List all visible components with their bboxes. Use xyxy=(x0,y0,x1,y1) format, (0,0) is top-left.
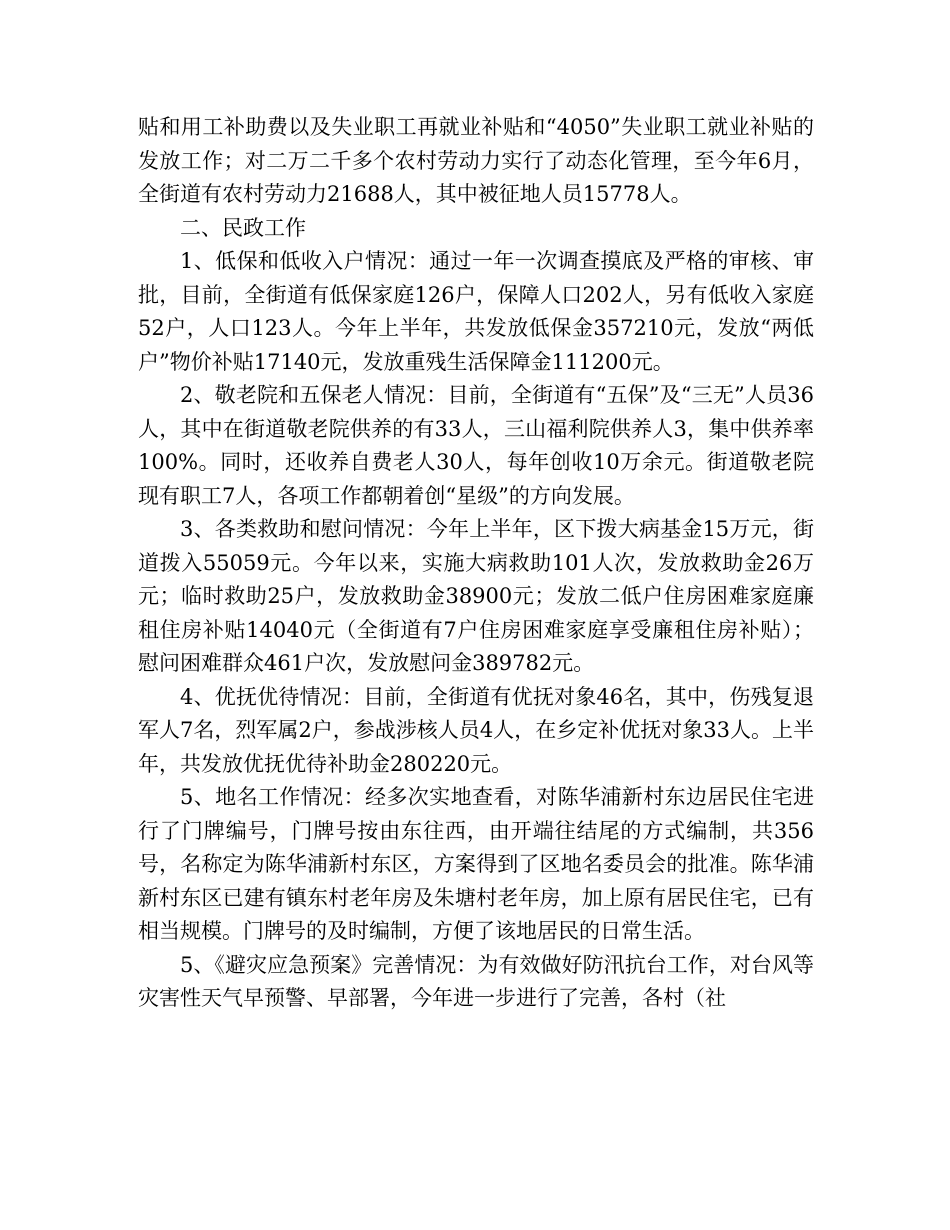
paragraph-relief-and-visits: 3、各类救助和慰问情况：今年上半年，区下拨大病基金15万元，街道拨入55059元。今年以来，实施大病救助101人次，发放救助金26万元；临时救助25户，发放救助金38900元；发放二低户住房困难家庭廉租住房补贴14040元（全街道有7户住房困难家庭享受廉租住房补贴）；慰问困难群众461户次，发放慰问金389782元。 xyxy=(138,517,814,675)
paragraph-continuation-employment: 贴和用工补助费以及失业职工再就业补贴和“4050”失业职工就业补贴的发放工作；对二万二千多个农村劳动力实行了动态化管理，至今年6月，全街道有农村劳动力21688人，其中被征地人员15778人。 xyxy=(138,115,814,206)
paragraph-place-names: 5、地名工作情况：经多次实地查看，对陈华浦新村东边居民住宅进行了门牌编号，门牌号按由东往西，由开端往结尾的方式编制，共356号，名称定为陈华浦新村东区，方案得到了区地名委员会的批准。陈华浦新村东区已建有镇东村老年房及朱塘村老年房，加上原有居民住宅，已有相当规模。门牌号的及时编制，方便了该地居民的日常生活。 xyxy=(138,785,814,943)
section-heading-civil-affairs: 二、民政工作 xyxy=(180,215,306,240)
paragraph-low-income-households: 1、低保和低收入户情况：通过一年一次调查摸底及严格的审核、审批，目前，全街道有低保家庭126户，保障人口202人，另有低收入家庭52户，人口123人。今年上半年，共发放低保金357210元，发放“两低户”物价补贴17140元，发放重残生活保障金111200元。 xyxy=(138,249,814,374)
paragraph-veterans-care: 4、优抚优待情况：目前，全街道有优抚对象46名，其中，伤残复退军人7名，烈军属2户，参战涉核人员4人，在乡定补优抚对象33人。上半年，共发放优抚优待补助金280220元。 xyxy=(138,684,814,776)
paragraph-nursing-home: 2、敬老院和五保老人情况：目前，全街道有“五保”及“三无”人员36人，其中在街道敬老院供养的有33人，三山福利院供养人3，集中供养率100%。同时，还收养自费老人30人，每年创收10万余元。街道敬老院现有职工7人，各项工作都朝着创“星级”的方向发展。 xyxy=(138,383,814,508)
document-body xyxy=(138,111,814,1016)
paragraph-emergency-plan: 5、《避灾应急预案》完善情况：为有效做好防汛抗台工作，对台风等灾害性天气早预警、早部署，今年进一步进行了完善，各村（社 xyxy=(138,952,814,1010)
